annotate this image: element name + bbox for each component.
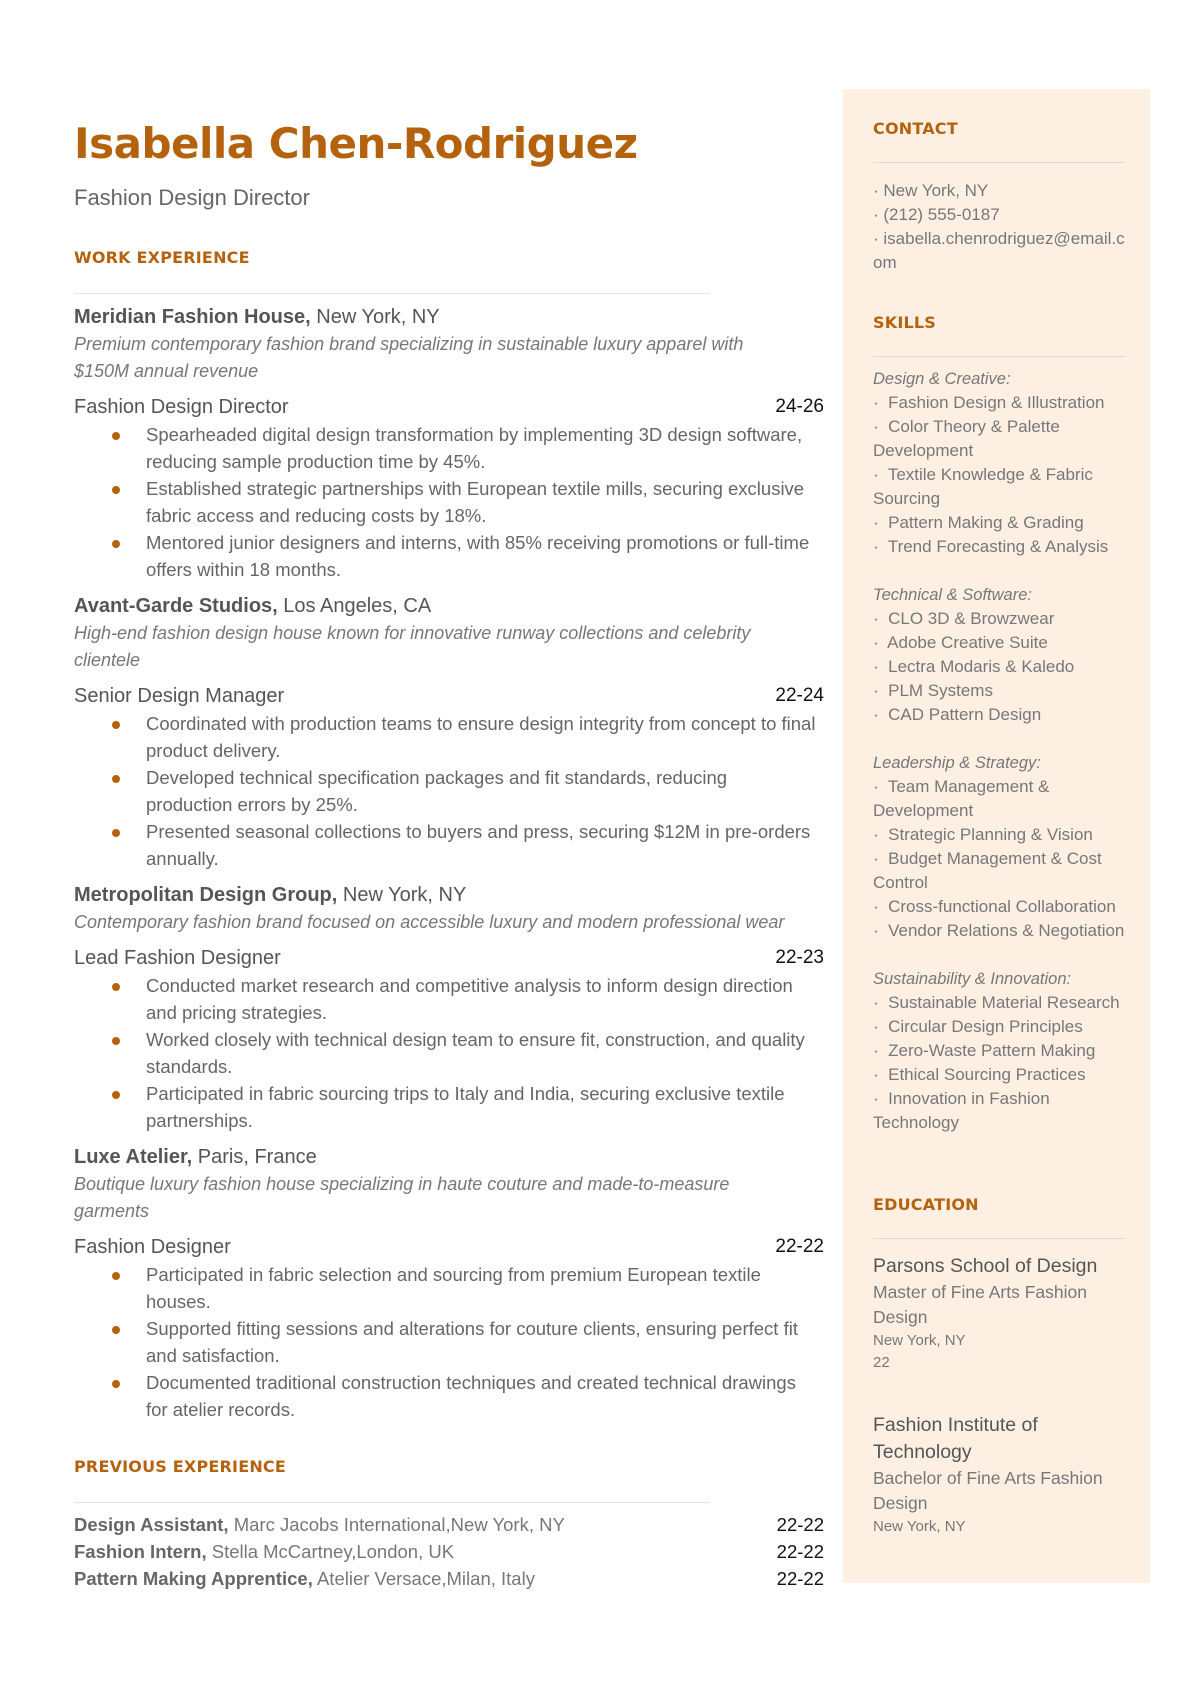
previous-experience-heading: PREVIOUS EXPERIENCE xyxy=(74,1457,286,1476)
previous-experience-row xyxy=(74,1565,824,1592)
job-title: Fashion Designer xyxy=(74,1236,231,1258)
achievement-item: Coordinated with production teams to ensure design integrity from concept to final product delivery. xyxy=(146,710,816,764)
previous-role: Pattern Making Apprentice, xyxy=(74,1568,313,1589)
company-line xyxy=(74,303,824,331)
skill-item: · Team Management & Development xyxy=(873,775,1125,823)
company-name: Luxe Atelier, xyxy=(74,1146,193,1168)
spacer xyxy=(873,1374,1125,1398)
skill-item: · Sustainable Material Research xyxy=(873,991,1125,1015)
company-line xyxy=(74,1143,824,1171)
skill-item: · Pattern Making & Grading xyxy=(873,511,1125,535)
previous-detail: Stella McCartney,London, UK xyxy=(206,1541,455,1562)
role-row xyxy=(74,1233,824,1261)
achievement-item: Conducted market research and competitive analysis to inform design direction and pricing strategies. xyxy=(146,972,816,1026)
achievement-item: Participated in fabric sourcing trips to Italy and India, securing exclusive textile partnerships. xyxy=(146,1080,816,1134)
previous-dates: 22-22 xyxy=(776,1541,824,1562)
previous-role-line xyxy=(74,1565,535,1592)
skill-item: · CLO 3D & Browzwear xyxy=(873,607,1125,631)
achievement-list xyxy=(74,421,824,583)
spacer xyxy=(873,559,1125,583)
previous-experience-row xyxy=(74,1538,824,1565)
skill-item: · Strategic Planning & Vision xyxy=(873,823,1125,847)
company-description: Contemporary fashion brand focused on accessible luxury and modern professional wear xyxy=(74,912,785,932)
skills-heading: SKILLS xyxy=(873,313,936,332)
school-location: New York, NY xyxy=(873,1332,966,1349)
achievement-list xyxy=(74,972,824,1134)
education-list xyxy=(873,1253,1125,1538)
previous-dates: 22-22 xyxy=(776,1568,824,1589)
company-description: Premium contemporary fashion brand specializing in sustainable luxury apparel with $150M annual revenue xyxy=(74,334,744,381)
school-name: Parsons School of Design xyxy=(873,1255,1098,1277)
company-location: New York, NY xyxy=(337,884,467,906)
job-dates: 22-24 xyxy=(775,685,824,706)
job-entry xyxy=(74,303,824,583)
skill-item: · Lectra Modaris & Kaledo xyxy=(873,655,1125,679)
contact-email[interactable]: · isabella.chenrodriguez@email.com xyxy=(873,227,1125,275)
skill-category: Leadership & Strategy: xyxy=(873,754,1041,772)
company-line xyxy=(74,881,824,909)
education-entry xyxy=(873,1412,1125,1538)
contact-location: · New York, NY xyxy=(873,179,1125,203)
skill-item: · Vendor Relations & Negotiation xyxy=(873,919,1125,943)
headline: Fashion Design Director xyxy=(74,185,310,210)
company-name: Avant-Garde Studios, xyxy=(74,595,278,617)
skill-item: · CAD Pattern Design xyxy=(873,703,1125,727)
previous-detail: Atelier Versace,Milan, Italy xyxy=(312,1568,535,1589)
achievement-item: Supported fitting sessions and alterations for couture clients, ensuring perfect fit and satisfaction. xyxy=(146,1315,816,1369)
previous-role: Design Assistant, xyxy=(74,1514,229,1535)
education-entry xyxy=(873,1253,1125,1374)
skill-item: · Budget Management & Cost Control xyxy=(873,847,1125,895)
skills-list xyxy=(873,367,1125,1135)
work-experience-heading: WORK EXPERIENCE xyxy=(74,248,250,267)
achievement-item: Established strategic partnerships with European textile mills, securing exclusive fabric access and reducing costs by 18%. xyxy=(146,475,816,529)
job-dates: 24-26 xyxy=(775,396,824,417)
skill-item: · Circular Design Principles xyxy=(873,1015,1125,1039)
job-title: Senior Design Manager xyxy=(74,685,285,707)
skill-item: · Ethical Sourcing Practices xyxy=(873,1063,1125,1087)
skill-item: · Zero-Waste Pattern Making xyxy=(873,1039,1125,1063)
graduation-year: 22 xyxy=(873,1354,890,1371)
contact-list xyxy=(873,179,1125,275)
achievement-list xyxy=(74,1261,824,1423)
degree: Master of Fine Arts Fashion Design xyxy=(873,1282,1087,1327)
company-location: Los Angeles, CA xyxy=(277,595,432,617)
company-name: Meridian Fashion House, xyxy=(74,306,311,328)
contact-phone[interactable]: · (212) 555-0187 xyxy=(873,203,1125,227)
skill-item: · Textile Knowledge & Fabric Sourcing xyxy=(873,463,1125,511)
divider xyxy=(873,162,1125,163)
role-row xyxy=(74,393,824,421)
company-location: Paris, France xyxy=(192,1146,317,1168)
company-line xyxy=(74,592,824,620)
role-row xyxy=(74,944,824,972)
skill-item: · PLM Systems xyxy=(873,679,1125,703)
company-description: Boutique luxury fashion house specializing in haute couture and made-to-measure garments xyxy=(74,1174,730,1221)
job-title: Lead Fashion Designer xyxy=(74,947,281,969)
school-location: New York, NY xyxy=(873,1518,966,1535)
school-name: Fashion Institute of Technology xyxy=(873,1414,1038,1463)
previous-experience-list xyxy=(74,1511,824,1592)
company-name: Metropolitan Design Group, xyxy=(74,884,338,906)
achievement-item: Presented seasonal collections to buyers and press, securing $12M in pre-orders annually. xyxy=(146,818,816,872)
job-entry xyxy=(74,881,824,1134)
company-description: High-end fashion design house known for innovative runway collections and celebrity clientele xyxy=(74,623,751,670)
job-entry xyxy=(74,592,824,872)
previous-detail: Marc Jacobs International,New York, NY xyxy=(228,1514,565,1535)
achievement-item: Documented traditional construction techniques and created technical drawings for atelier records. xyxy=(146,1369,816,1423)
skill-item: · Color Theory & Palette Development xyxy=(873,415,1125,463)
candidate-name: Isabella Chen-Rodriguez xyxy=(74,119,638,168)
skill-item: · Cross-functional Collaboration xyxy=(873,895,1125,919)
previous-experience-row xyxy=(74,1511,824,1538)
spacer xyxy=(873,943,1125,967)
skill-item: · Trend Forecasting & Analysis xyxy=(873,535,1125,559)
skill-category: Technical & Software: xyxy=(873,586,1032,604)
achievement-item: Worked closely with technical design team to ensure fit, construction, and quality standards. xyxy=(146,1026,816,1080)
previous-role-line xyxy=(74,1511,565,1538)
achievement-list xyxy=(74,710,824,872)
spacer xyxy=(873,727,1125,751)
contact-heading: CONTACT xyxy=(873,119,958,138)
sidebar xyxy=(843,89,1150,1583)
divider xyxy=(873,1238,1125,1239)
divider xyxy=(74,1502,710,1503)
achievement-item: Mentored junior designers and interns, with 85% receiving promotions or full-time offers within 18 months. xyxy=(146,529,816,583)
skill-category: Design & Creative: xyxy=(873,370,1011,388)
job-list xyxy=(74,303,824,1423)
main-column xyxy=(74,112,824,1592)
company-location: New York, NY xyxy=(310,306,440,328)
skill-item: · Innovation in Fashion Technology xyxy=(873,1087,1125,1135)
skill-item: · Adobe Creative Suite xyxy=(873,631,1125,655)
achievement-item: Spearheaded digital design transformation by implementing 3D design software, reducing sample production time by 45%. xyxy=(146,421,816,475)
degree: Bachelor of Fine Arts Fashion Design xyxy=(873,1468,1103,1513)
job-entry xyxy=(74,1143,824,1423)
job-title: Fashion Design Director xyxy=(74,396,289,418)
skill-item: · Fashion Design & Illustration xyxy=(873,391,1125,415)
previous-role-line xyxy=(74,1538,454,1565)
role-row xyxy=(74,682,824,710)
skill-category: Sustainability & Innovation: xyxy=(873,970,1072,988)
job-dates: 22-22 xyxy=(775,1236,824,1257)
achievement-item: Participated in fabric selection and sourcing from premium European textile houses. xyxy=(146,1261,816,1315)
previous-role: Fashion Intern, xyxy=(74,1541,207,1562)
divider xyxy=(873,356,1125,357)
divider xyxy=(74,293,710,294)
job-dates: 22-23 xyxy=(775,947,824,968)
education-heading: EDUCATION xyxy=(873,1195,979,1214)
achievement-item: Developed technical specification packages and fit standards, reducing production errors by 25%. xyxy=(146,764,816,818)
previous-dates: 22-22 xyxy=(776,1514,824,1535)
